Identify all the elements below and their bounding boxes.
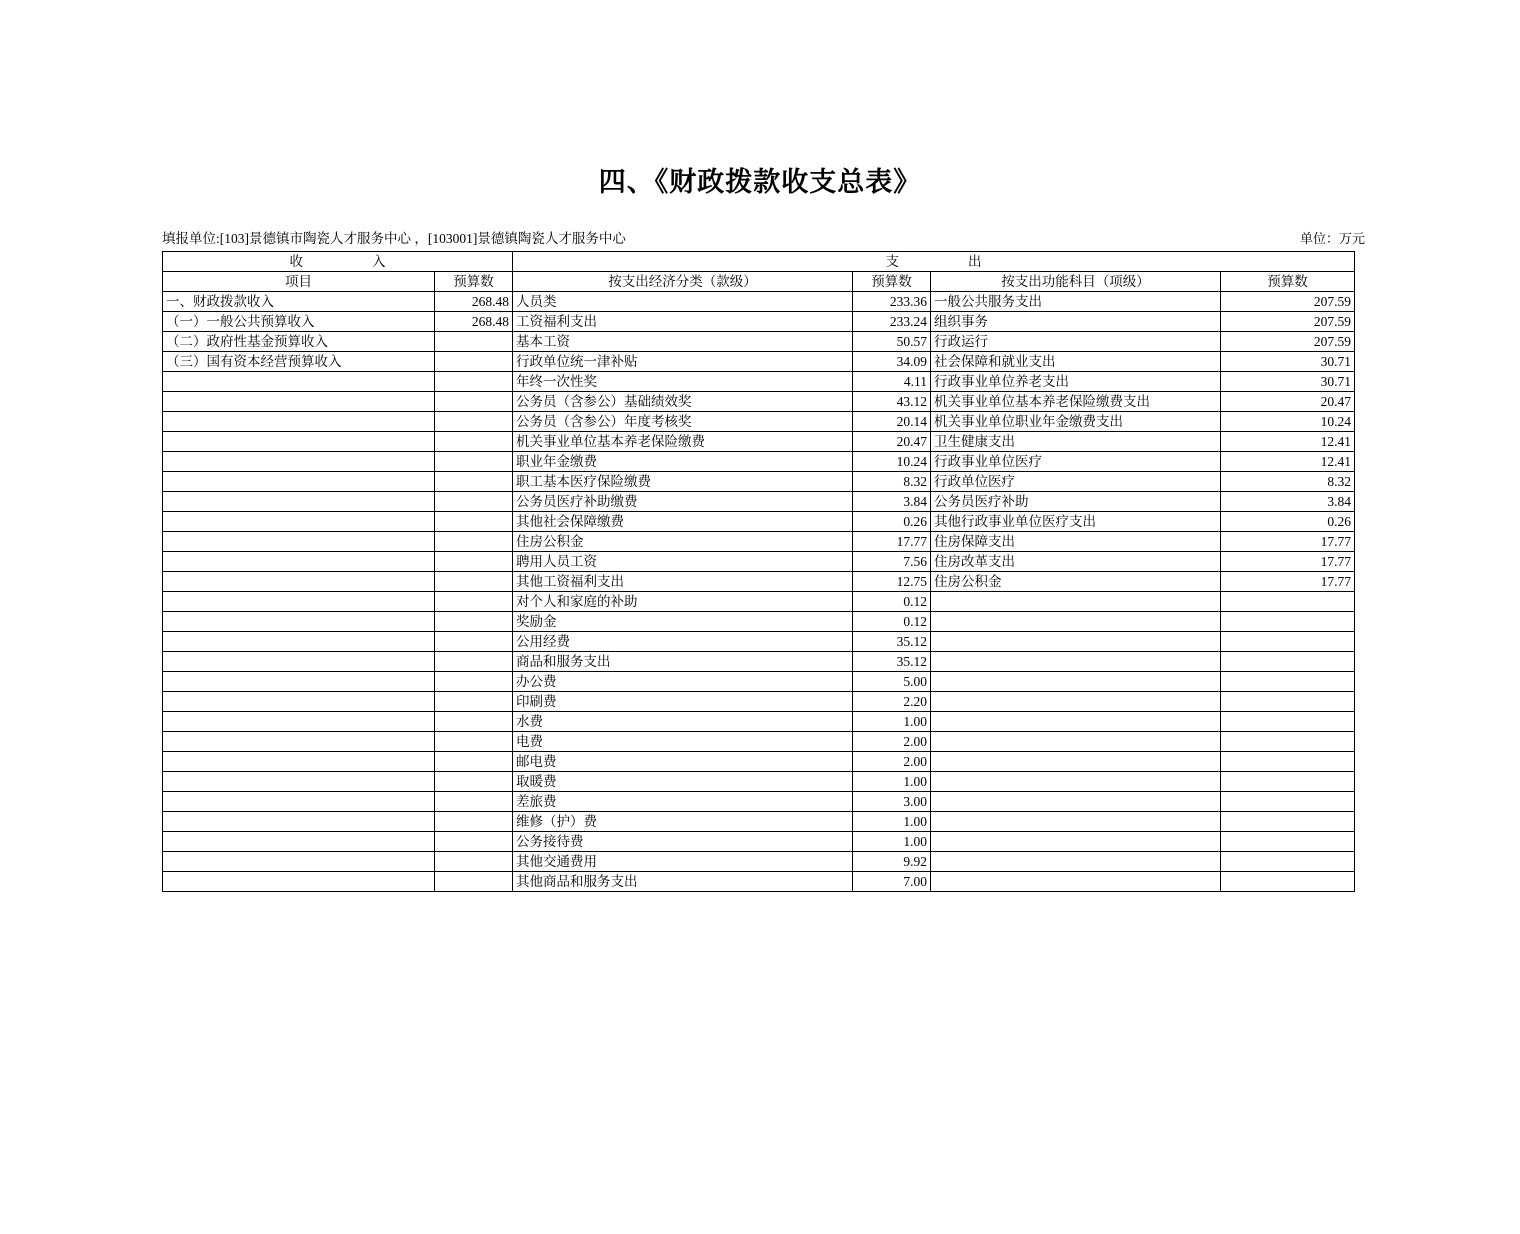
- table-row: [163, 772, 1355, 792]
- group-header-income: 收 入: [163, 252, 513, 272]
- cell-expense-economic: 职业年金缴费: [513, 452, 853, 472]
- cell-expense-economic-budget: 1.00: [853, 712, 931, 732]
- cell-income-budget: [435, 612, 513, 632]
- cell-income-item: [163, 832, 435, 852]
- cell-expense-economic-budget: 2.00: [853, 732, 931, 752]
- cell-expense-economic: 办公费: [513, 672, 853, 692]
- cell-income-budget: 268.48: [435, 312, 513, 332]
- cell-income-item: [163, 452, 435, 472]
- cell-expense-function: 组织事务: [931, 312, 1221, 332]
- cell-expense-economic-budget: 34.09: [853, 352, 931, 372]
- cell-income-item: [163, 672, 435, 692]
- cell-income-budget: [435, 752, 513, 772]
- cell-expense-economic-budget: 0.26: [853, 512, 931, 532]
- group-header-expense: 支 出: [513, 252, 1355, 272]
- table-row: [163, 752, 1355, 772]
- cell-expense-function: 住房保障支出: [931, 532, 1221, 552]
- cell-expense-economic-budget: 0.12: [853, 612, 931, 632]
- cell-expense-function-budget: [1221, 752, 1355, 772]
- cell-expense-function-budget: 12.41: [1221, 432, 1355, 452]
- cell-income-item: （三）国有资本经营预算收入: [163, 352, 435, 372]
- cell-expense-economic-budget: 43.12: [853, 392, 931, 412]
- cell-expense-function: 机关事业单位职业年金缴费支出: [931, 412, 1221, 432]
- table-row: [163, 692, 1355, 712]
- cell-expense-function-budget: 30.71: [1221, 352, 1355, 372]
- cell-expense-economic: 人员类: [513, 292, 853, 312]
- cell-expense-economic-budget: 20.14: [853, 412, 931, 432]
- table-row: [163, 352, 1355, 372]
- cell-expense-economic: 商品和服务支出: [513, 652, 853, 672]
- cell-expense-economic: 公用经费: [513, 632, 853, 652]
- col-header-income-item: 项目: [163, 272, 435, 292]
- table-row: [163, 732, 1355, 752]
- table-row: [163, 672, 1355, 692]
- cell-income-budget: [435, 792, 513, 812]
- cell-expense-function: [931, 672, 1221, 692]
- table-row: [163, 652, 1355, 672]
- table-row: [163, 712, 1355, 732]
- cell-expense-economic: 机关事业单位基本养老保险缴费: [513, 432, 853, 452]
- cell-expense-economic-budget: 1.00: [853, 812, 931, 832]
- cell-income-budget: [435, 692, 513, 712]
- cell-expense-economic: 印刷费: [513, 692, 853, 712]
- cell-expense-function: [931, 712, 1221, 732]
- table-row: [163, 512, 1355, 532]
- cell-expense-economic: 公务员（含参公）年度考核奖: [513, 412, 853, 432]
- cell-expense-economic: 其他交通费用: [513, 852, 853, 872]
- cell-income-item: [163, 772, 435, 792]
- cell-expense-function-budget: 207.59: [1221, 292, 1355, 312]
- cell-expense-function-budget: [1221, 652, 1355, 672]
- table-row: [163, 472, 1355, 492]
- cell-expense-function-budget: 3.84: [1221, 492, 1355, 512]
- table-row: [163, 492, 1355, 512]
- cell-expense-function-budget: 8.32: [1221, 472, 1355, 492]
- cell-expense-economic: 邮电费: [513, 752, 853, 772]
- table-row: [163, 452, 1355, 472]
- amount-unit-label: 单位：万元: [1299, 231, 1365, 246]
- col-header-income-budget: 预算数: [435, 272, 513, 292]
- cell-expense-function: [931, 872, 1221, 892]
- cell-expense-economic-budget: 5.00: [853, 672, 931, 692]
- cell-expense-function-budget: [1221, 592, 1355, 612]
- table-row: [163, 332, 1355, 352]
- cell-income-budget: [435, 452, 513, 472]
- cell-expense-function-budget: [1221, 792, 1355, 812]
- cell-expense-economic: 电费: [513, 732, 853, 752]
- cell-expense-function-budget: [1221, 712, 1355, 732]
- cell-expense-function-budget: 12.41: [1221, 452, 1355, 472]
- cell-expense-function: 公务员医疗补助: [931, 492, 1221, 512]
- table-row: [163, 852, 1355, 872]
- cell-expense-function-budget: 17.77: [1221, 532, 1355, 552]
- cell-expense-function: 其他行政事业单位医疗支出: [931, 512, 1221, 532]
- cell-expense-economic-budget: 7.56: [853, 552, 931, 572]
- table-row: [163, 392, 1355, 412]
- cell-expense-function-budget: [1221, 812, 1355, 832]
- page: [0, 160, 1520, 1234]
- cell-income-budget: [435, 412, 513, 432]
- cell-expense-function: 机关事业单位基本养老保险缴费支出: [931, 392, 1221, 412]
- cell-expense-economic: 取暖费: [513, 772, 853, 792]
- cell-expense-economic: 公务接待费: [513, 832, 853, 852]
- col-header-expense-function-budget: 预算数: [1221, 272, 1355, 292]
- cell-expense-function-budget: [1221, 732, 1355, 752]
- cell-expense-function: 行政事业单位医疗: [931, 452, 1221, 472]
- cell-income-budget: [435, 832, 513, 852]
- cell-expense-function-budget: 0.26: [1221, 512, 1355, 532]
- table-row: [163, 812, 1355, 832]
- table-row: [163, 572, 1355, 592]
- cell-expense-function-budget: 20.47: [1221, 392, 1355, 412]
- cell-income-budget: [435, 712, 513, 732]
- cell-income-budget: [435, 772, 513, 792]
- cell-income-budget: [435, 392, 513, 412]
- cell-income-budget: 268.48: [435, 292, 513, 312]
- cell-expense-function: [931, 792, 1221, 812]
- col-header-expense-function: 按支出功能科目（项级）: [931, 272, 1221, 292]
- cell-expense-function-budget: [1221, 872, 1355, 892]
- cell-income-item: [163, 852, 435, 872]
- cell-expense-function: [931, 732, 1221, 752]
- cell-expense-function-budget: [1221, 832, 1355, 852]
- cell-expense-function: 住房改革支出: [931, 552, 1221, 572]
- cell-income-budget: [435, 532, 513, 552]
- cell-income-budget: [435, 572, 513, 592]
- cell-expense-economic-budget: 10.24: [853, 452, 931, 472]
- table-row: [163, 292, 1355, 312]
- cell-expense-economic: 对个人和家庭的补助: [513, 592, 853, 612]
- cell-expense-function-budget: 207.59: [1221, 312, 1355, 332]
- cell-income-item: 一、财政拨款收入: [163, 292, 435, 312]
- cell-expense-economic: 公务员医疗补助缴费: [513, 492, 853, 512]
- cell-expense-economic: 水费: [513, 712, 853, 732]
- cell-income-budget: [435, 732, 513, 752]
- cell-expense-economic: 职工基本医疗保险缴费: [513, 472, 853, 492]
- cell-expense-economic: 奖励金: [513, 612, 853, 632]
- cell-expense-economic-budget: 3.00: [853, 792, 931, 812]
- cell-expense-economic-budget: 1.00: [853, 832, 931, 852]
- cell-expense-economic-budget: 7.00: [853, 872, 931, 892]
- cell-income-item: [163, 652, 435, 672]
- cell-expense-function-budget: [1221, 612, 1355, 632]
- cell-expense-function: 住房公积金: [931, 572, 1221, 592]
- cell-expense-function: 卫生健康支出: [931, 432, 1221, 452]
- cell-expense-economic-budget: 8.32: [853, 472, 931, 492]
- cell-income-item: [163, 752, 435, 772]
- cell-income-item: [163, 812, 435, 832]
- table-row: [163, 612, 1355, 632]
- cell-expense-economic: 其他社会保障缴费: [513, 512, 853, 532]
- table-group-header-row: [163, 252, 1355, 272]
- cell-expense-economic-budget: 4.11: [853, 372, 931, 392]
- cell-expense-economic: 维修（护）费: [513, 812, 853, 832]
- cell-expense-economic-budget: 1.00: [853, 772, 931, 792]
- cell-income-item: [163, 552, 435, 572]
- cell-expense-economic: 基本工资: [513, 332, 853, 352]
- cell-expense-function: 一般公共服务支出: [931, 292, 1221, 312]
- cell-income-item: [163, 372, 435, 392]
- cell-income-item: [163, 792, 435, 812]
- cell-expense-function: 行政事业单位养老支出: [931, 372, 1221, 392]
- cell-income-item: [163, 532, 435, 552]
- cell-expense-function: [931, 632, 1221, 652]
- cell-income-budget: [435, 332, 513, 352]
- cell-expense-economic: 行政单位统一津补贴: [513, 352, 853, 372]
- cell-expense-function-budget: [1221, 852, 1355, 872]
- cell-income-budget: [435, 372, 513, 392]
- table-row: [163, 412, 1355, 432]
- cell-expense-economic: 差旅费: [513, 792, 853, 812]
- cell-income-budget: [435, 512, 513, 532]
- cell-income-budget: [435, 472, 513, 492]
- cell-income-item: [163, 692, 435, 712]
- cell-income-item: [163, 732, 435, 752]
- table-row: [163, 832, 1355, 852]
- table-row: [163, 792, 1355, 812]
- cell-expense-economic: 其他工资福利支出: [513, 572, 853, 592]
- page-title: 四、《财政拨款收支总表》: [598, 167, 922, 197]
- cell-income-item: [163, 512, 435, 532]
- col-header-expense-economic: 按支出经济分类（款级）: [513, 272, 853, 292]
- cell-expense-economic-budget: 50.57: [853, 332, 931, 352]
- table-row: [163, 632, 1355, 652]
- cell-income-budget: [435, 632, 513, 652]
- table-body: [163, 292, 1355, 892]
- cell-income-item: [163, 412, 435, 432]
- cell-expense-economic-budget: 2.00: [853, 752, 931, 772]
- col-header-expense-economic-budget: 预算数: [853, 272, 931, 292]
- cell-expense-function-budget: 207.59: [1221, 332, 1355, 352]
- cell-expense-economic-budget: 20.47: [853, 432, 931, 452]
- cell-income-budget: [435, 492, 513, 512]
- cell-expense-function: [931, 832, 1221, 852]
- cell-expense-function: [931, 752, 1221, 772]
- cell-expense-function-budget: 10.24: [1221, 412, 1355, 432]
- cell-income-item: [163, 392, 435, 412]
- filler-unit-label: 填报单位:[103]景德镇市陶瓷人才服务中心 ，[103001]景德镇陶瓷人才服务中心: [162, 231, 626, 246]
- cell-expense-function: [931, 612, 1221, 632]
- cell-expense-function: [931, 692, 1221, 712]
- cell-expense-function-budget: 30.71: [1221, 372, 1355, 392]
- table-row: [163, 592, 1355, 612]
- cell-income-budget: [435, 812, 513, 832]
- cell-income-item: （二）政府性基金预算收入: [163, 332, 435, 352]
- cell-expense-economic-budget: 0.12: [853, 592, 931, 612]
- table-column-header-row: [163, 272, 1355, 292]
- cell-income-item: [163, 432, 435, 452]
- cell-expense-economic-budget: 9.92: [853, 852, 931, 872]
- cell-expense-function-budget: [1221, 632, 1355, 652]
- budget-table: [162, 251, 1355, 892]
- cell-expense-economic: 聘用人员工资: [513, 552, 853, 572]
- cell-expense-economic: 年终一次性奖: [513, 372, 853, 392]
- cell-expense-function: 行政运行: [931, 332, 1221, 352]
- cell-expense-economic: 其他商品和服务支出: [513, 872, 853, 892]
- cell-income-item: [163, 472, 435, 492]
- cell-expense-economic: 工资福利支出: [513, 312, 853, 332]
- cell-income-item: [163, 872, 435, 892]
- cell-income-item: [163, 612, 435, 632]
- cell-expense-economic-budget: 2.20: [853, 692, 931, 712]
- cell-expense-function-budget: [1221, 692, 1355, 712]
- cell-income-budget: [435, 432, 513, 452]
- cell-income-budget: [435, 852, 513, 872]
- cell-income-item: [163, 592, 435, 612]
- cell-expense-economic: 住房公积金: [513, 532, 853, 552]
- cell-expense-economic-budget: 17.77: [853, 532, 931, 552]
- cell-income-budget: [435, 352, 513, 372]
- cell-expense-economic-budget: 35.12: [853, 652, 931, 672]
- cell-income-item: （一）一般公共预算收入: [163, 312, 435, 332]
- table-row: [163, 552, 1355, 572]
- cell-expense-function: [931, 772, 1221, 792]
- cell-expense-economic: 公务员（含参公）基础绩效奖: [513, 392, 853, 412]
- cell-income-budget: [435, 592, 513, 612]
- cell-expense-function: [931, 852, 1221, 872]
- cell-expense-function: [931, 812, 1221, 832]
- cell-expense-function-budget: [1221, 772, 1355, 792]
- cell-income-budget: [435, 872, 513, 892]
- cell-income-item: [163, 572, 435, 592]
- table-meta: [162, 227, 1365, 247]
- table-row: [163, 532, 1355, 552]
- cell-expense-function: [931, 592, 1221, 612]
- cell-expense-economic-budget: 35.12: [853, 632, 931, 652]
- cell-income-item: [163, 632, 435, 652]
- cell-expense-economic-budget: 233.24: [853, 312, 931, 332]
- cell-income-budget: [435, 552, 513, 572]
- cell-expense-economic-budget: 3.84: [853, 492, 931, 512]
- cell-expense-function: 社会保障和就业支出: [931, 352, 1221, 372]
- table-row: [163, 372, 1355, 392]
- cell-expense-function-budget: 17.77: [1221, 552, 1355, 572]
- cell-income-budget: [435, 672, 513, 692]
- cell-expense-function-budget: [1221, 672, 1355, 692]
- cell-income-item: [163, 712, 435, 732]
- cell-income-item: [163, 492, 435, 512]
- cell-income-budget: [435, 652, 513, 672]
- cell-expense-function: [931, 652, 1221, 672]
- cell-expense-economic-budget: 12.75: [853, 572, 931, 592]
- cell-expense-economic-budget: 233.36: [853, 292, 931, 312]
- table-row: [163, 872, 1355, 892]
- table-row: [163, 312, 1355, 332]
- cell-expense-function: 行政单位医疗: [931, 472, 1221, 492]
- cell-expense-function-budget: 17.77: [1221, 572, 1355, 592]
- table-row: [163, 432, 1355, 452]
